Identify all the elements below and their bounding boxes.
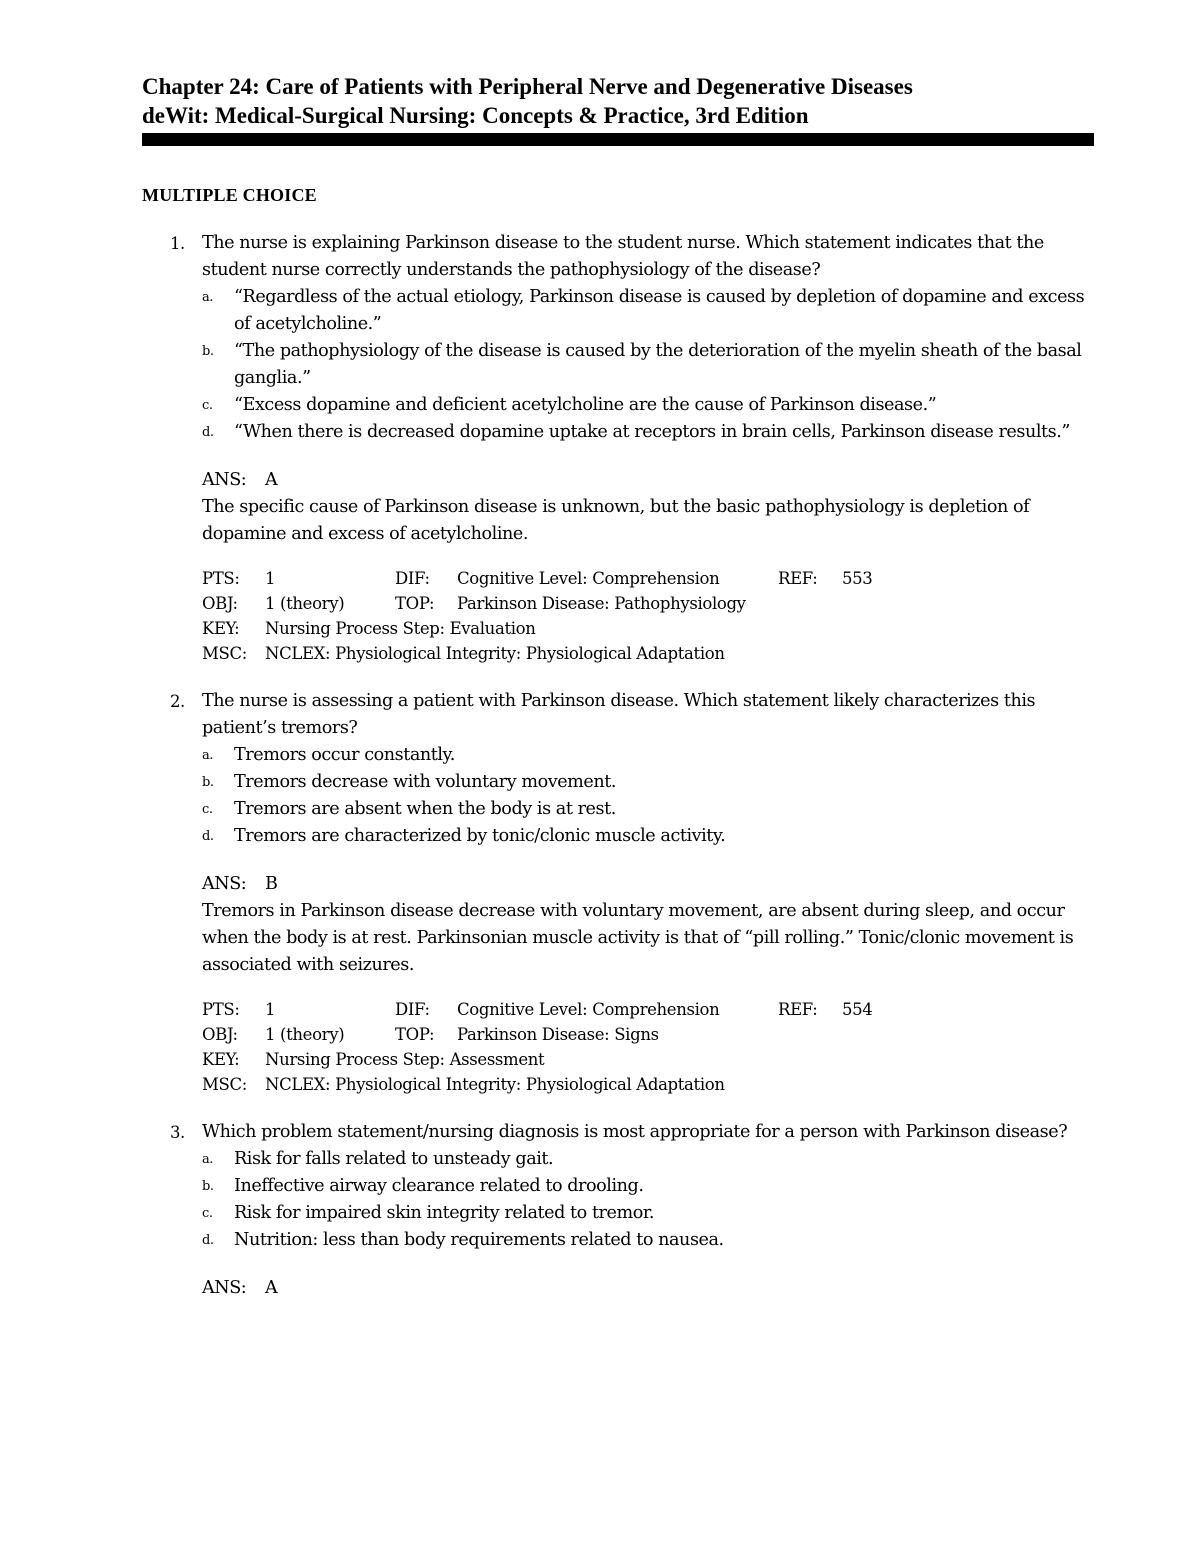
option-text: “The pathophysiology of the disease is caused by the deterioration of the myelin sheath of the basal ganglia.”: [234, 341, 1082, 388]
top-value: Parkinson Disease: Pathophysiology: [457, 594, 746, 613]
dif-value: Cognitive Level: Comprehension: [457, 569, 720, 588]
top-label: TOP:: [395, 1025, 435, 1044]
option-b: [202, 338, 1094, 392]
option-letter: c.: [202, 802, 213, 817]
meta-row-pts: [202, 997, 1094, 1022]
answer-label: ANS:: [202, 1278, 247, 1298]
answer-value: A: [265, 470, 278, 490]
option-c: [202, 796, 1094, 823]
msc-value: NCLEX: Physiological Integrity: Physiological Adaptation: [265, 644, 725, 663]
top-label: TOP:: [395, 594, 435, 613]
dif-value: Cognitive Level: Comprehension: [457, 1000, 720, 1019]
answer: [202, 467, 1094, 494]
obj-label: OBJ:: [202, 1025, 238, 1044]
meta-row-key: [202, 1047, 1094, 1072]
answer-label: ANS:: [202, 470, 247, 490]
answer: [202, 1275, 1094, 1302]
meta-row-key: [202, 616, 1094, 641]
ref-label: REF:: [778, 569, 818, 588]
book-title: deWit: Medical-Surgical Nursing: Concepts & Practice, 3rd Edition: [142, 103, 809, 128]
obj-value: 1 (theory): [265, 594, 345, 613]
option-letter: b.: [202, 1179, 214, 1194]
option-text: Tremors decrease with voluntary movement.: [234, 772, 617, 792]
title-divider: [142, 133, 1094, 146]
option-b: [202, 1173, 1094, 1200]
question-1: [142, 230, 1094, 666]
meta-row-msc: [202, 641, 1094, 666]
metadata-block: [202, 997, 1094, 1097]
option-letter: b.: [202, 775, 214, 790]
meta-row-pts: [202, 566, 1094, 591]
option-letter: a.: [202, 290, 213, 305]
option-a: [202, 1146, 1094, 1173]
answer-label: ANS:: [202, 874, 247, 894]
option-c: [202, 392, 1094, 419]
pts-value: 1: [265, 1000, 276, 1019]
msc-value: NCLEX: Physiological Integrity: Physiological Adaptation: [265, 1075, 725, 1094]
option-a: [202, 284, 1094, 338]
obj-value: 1 (theory): [265, 1025, 345, 1044]
top-value: Parkinson Disease: Signs: [457, 1025, 659, 1044]
question-stem: The nurse is assessing a patient with Parkinson disease. Which statement likely characterizes this patient’s tremors?: [202, 691, 1036, 738]
rationale: Tremors in Parkinson disease decrease with voluntary movement, are absent during sleep, and occur when the body is at rest. Parkinsonian muscle activity is that of “pill rolling.” Tonic/clonic movement is associated with seizures.: [202, 901, 1074, 975]
dif-label: DIF:: [395, 1000, 430, 1019]
option-list: [202, 742, 1094, 850]
answer-value: A: [265, 1278, 278, 1298]
msc-label: MSC:: [202, 644, 247, 663]
option-letter: c.: [202, 398, 213, 413]
option-d: [202, 1227, 1094, 1254]
option-text: Tremors are absent when the body is at rest.: [234, 799, 616, 819]
option-text: “Excess dopamine and deficient acetylcholine are the cause of Parkinson disease.”: [234, 395, 937, 415]
chapter-title: Chapter 24: Care of Patients with Peripheral Nerve and Degenerative Diseases: [142, 74, 913, 99]
answer-value: B: [265, 874, 278, 894]
question-stem: The nurse is explaining Parkinson disease to the student nurse. Which statement indicates that the student nurse correctly understands the pathophysiology of the disease?: [202, 233, 1044, 280]
option-letter: d.: [202, 425, 214, 440]
option-letter: b.: [202, 344, 214, 359]
obj-label: OBJ:: [202, 594, 238, 613]
option-text: Risk for impaired skin integrity related to tremor.: [234, 1203, 655, 1223]
key-label: KEY:: [202, 619, 240, 638]
metadata-block: [202, 566, 1094, 666]
pts-label: PTS:: [202, 569, 240, 588]
key-label: KEY:: [202, 1050, 240, 1069]
dif-label: DIF:: [395, 569, 430, 588]
question-2: [142, 688, 1094, 1097]
option-letter: c.: [202, 1206, 213, 1221]
document-page: [142, 72, 1094, 1302]
option-text: Ineffective airway clearance related to drooling.: [234, 1176, 644, 1196]
question-number: 3.: [170, 1123, 185, 1142]
option-text: “Regardless of the actual etiology, Parkinson disease is caused by depletion of dopamine and excess of acetylcholine.”: [234, 287, 1085, 334]
option-letter: a.: [202, 748, 213, 763]
question-stem: Which problem statement/nursing diagnosis is most appropriate for a person with Parkinson disease?: [202, 1122, 1068, 1142]
meta-row-obj: [202, 1022, 1094, 1047]
meta-row-msc: [202, 1072, 1094, 1097]
option-text: Risk for falls related to unsteady gait.: [234, 1149, 554, 1169]
msc-label: MSC:: [202, 1075, 247, 1094]
option-b: [202, 769, 1094, 796]
option-c: [202, 1200, 1094, 1227]
question-number: 2.: [170, 692, 185, 711]
option-d: [202, 419, 1094, 446]
answer: [202, 871, 1094, 898]
option-text: Tremors occur constantly.: [234, 745, 455, 765]
option-a: [202, 742, 1094, 769]
option-text: “When there is decreased dopamine uptake at receptors in brain cells, Parkinson disease results.”: [234, 422, 1070, 442]
ref-value: 553: [842, 569, 873, 588]
ref-label: REF:: [778, 1000, 818, 1019]
question-3: [142, 1119, 1094, 1302]
pts-label: PTS:: [202, 1000, 240, 1019]
option-letter: d.: [202, 829, 214, 844]
option-d: [202, 823, 1094, 850]
rationale: The specific cause of Parkinson disease is unknown, but the basic pathophysiology is depletion of dopamine and excess of acetylcholine.: [202, 497, 1030, 544]
option-text: Tremors are characterized by tonic/clonic muscle activity.: [234, 826, 726, 846]
key-value: Nursing Process Step: Assessment: [265, 1050, 545, 1069]
ref-value: 554: [842, 1000, 873, 1019]
pts-value: 1: [265, 569, 276, 588]
option-list: [202, 284, 1094, 446]
section-heading: MULTIPLE CHOICE: [142, 185, 317, 205]
option-letter: a.: [202, 1152, 213, 1167]
question-number: 1.: [170, 234, 185, 253]
option-list: [202, 1146, 1094, 1254]
option-text: Nutrition: less than body requirements related to nausea.: [234, 1230, 724, 1250]
meta-row-obj: [202, 591, 1094, 616]
key-value: Nursing Process Step: Evaluation: [265, 619, 536, 638]
option-letter: d.: [202, 1233, 214, 1248]
